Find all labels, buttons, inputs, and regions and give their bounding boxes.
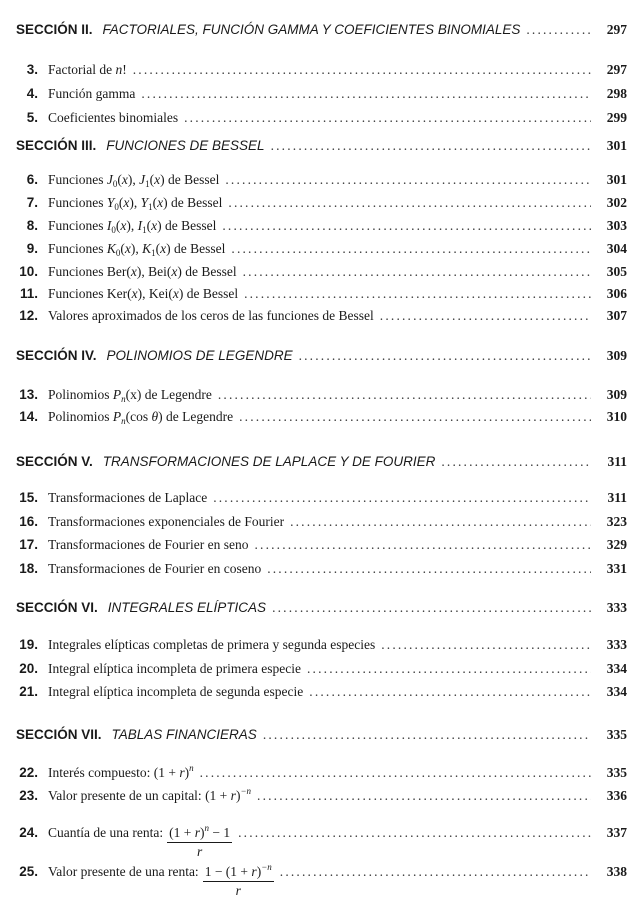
entry-title: Transformaciones exponenciales de Fourier — [48, 514, 285, 529]
page-number: 305 — [606, 264, 627, 279]
entry-number: 3. — [26, 62, 38, 77]
page-number: 311 — [607, 454, 627, 469]
entry-number: 9. — [26, 241, 38, 256]
dot-leader — [280, 864, 591, 880]
entry-number: 4. — [26, 86, 38, 101]
page-number: 336 — [606, 788, 627, 803]
entry-title: Valor presente de una renta: $\frac{1 - (1 + r)^{-n}}{r}$ — [48, 862, 272, 898]
dot-leader — [307, 661, 591, 677]
entry-title: Funciones Ber(x), Bei(x) de Bessel — [48, 264, 237, 279]
entry-number: 20. — [19, 661, 38, 676]
toc-entry-17[interactable] — [0, 537, 640, 553]
toc-entry-11[interactable] — [0, 286, 640, 302]
entry-number: 18. — [19, 561, 38, 576]
page-number: 323 — [606, 514, 627, 529]
page-number: 338 — [606, 864, 627, 880]
section-title: INTEGRALES ELÍPTICAS — [107, 600, 267, 615]
page-number: 331 — [606, 561, 627, 576]
section-label: SECCIÓN III. — [16, 138, 97, 153]
dot-leader — [231, 241, 591, 257]
page-number: 301 — [606, 172, 627, 187]
toc-entry-25[interactable] — [0, 856, 640, 898]
fraction: $\frac{1 - (1 + r)^{-n}}{r}$ — [204, 862, 272, 898]
entry-title: Cuantía de una renta: $\frac{(1 + r)^n - 1}{r}$ — [48, 823, 231, 859]
toc-entry-14[interactable] — [0, 409, 640, 425]
section-label: SECCIÓN II. — [16, 22, 93, 37]
page-number: 303 — [606, 218, 627, 233]
entry-number: 17. — [19, 537, 38, 552]
page-number: 306 — [606, 286, 627, 301]
page-number: 304 — [606, 241, 627, 256]
toc-entry-20[interactable] — [0, 661, 640, 677]
entry-number: 12. — [19, 308, 38, 323]
entry-number: 6. — [26, 172, 38, 187]
dot-leader — [290, 514, 591, 530]
dot-leader — [309, 684, 591, 700]
dot-leader — [271, 138, 591, 154]
entry-title: Integral elíptica incompleta de primera especie — [48, 661, 301, 676]
toc-entry-21[interactable] — [0, 684, 640, 700]
dot-leader — [228, 195, 591, 211]
dot-leader — [238, 825, 591, 841]
section-label: SECCIÓN IV. — [16, 348, 97, 363]
entry-number: 19. — [19, 637, 38, 652]
entry-title: Transformaciones de Fourier en coseno — [48, 561, 262, 576]
page-number: 310 — [606, 409, 627, 424]
toc-entry-9[interactable] — [0, 241, 640, 257]
dot-leader — [299, 348, 591, 364]
dot-leader — [225, 172, 591, 188]
entry-number: 13. — [19, 387, 38, 402]
toc-entry-19[interactable] — [0, 637, 640, 653]
entry-title: Funciones $J_0(x)$, $J_1(x)$ de Bessel — [48, 172, 220, 189]
page-number: 333 — [606, 637, 627, 652]
section-heading-ii[interactable] — [0, 22, 640, 38]
toc-entry-7[interactable] — [0, 195, 640, 211]
page-number: 334 — [606, 661, 627, 676]
page-number: 335 — [606, 765, 627, 780]
dot-leader — [213, 490, 591, 506]
page-number: 309 — [606, 348, 627, 363]
toc-entry-10[interactable] — [0, 264, 640, 280]
entry-title: Factorial de n! — [48, 62, 127, 77]
page-number: 309 — [606, 387, 627, 402]
entry-title: Coeficientes binomiales — [48, 110, 179, 125]
entry-title: Integral elíptica incompleta de segunda especie — [48, 684, 304, 699]
dot-leader — [239, 409, 591, 425]
entry-number: 21. — [19, 684, 38, 699]
dot-leader — [254, 537, 591, 553]
toc-entry-24[interactable] — [0, 817, 640, 859]
toc-entry-8[interactable] — [0, 218, 640, 234]
section-heading-iv[interactable] — [0, 348, 640, 364]
toc-entry-5[interactable] — [0, 110, 640, 126]
page-number: 334 — [606, 684, 627, 699]
toc-entry-18[interactable] — [0, 561, 640, 577]
entry-number: 5. — [26, 110, 38, 125]
entry-number: 7. — [26, 195, 38, 210]
section-heading-vi[interactable] — [0, 600, 640, 616]
toc-entry-13[interactable] — [0, 387, 640, 403]
dot-leader — [184, 110, 591, 126]
dot-leader — [267, 561, 591, 577]
toc-entry-16[interactable] — [0, 514, 640, 530]
section-heading-vii[interactable] — [0, 727, 640, 743]
entry-number: 14. — [19, 409, 38, 424]
section-title: POLINOMIOS DE LEGENDRE — [106, 348, 293, 363]
section-title: FUNCIONES DE BESSEL — [106, 138, 265, 153]
dot-leader — [200, 765, 591, 781]
entry-title: Funciones Ker(x), Kei(x) de Bessel — [48, 286, 239, 301]
entry-title: Funciones $K_0(x)$, $K_1(x)$ de Bessel — [48, 241, 226, 258]
page-number: 333 — [606, 600, 627, 615]
entry-number: 10. — [19, 264, 38, 279]
entry-number: 25. — [19, 864, 38, 880]
dot-leader — [263, 727, 591, 743]
toc-entry-3[interactable] — [0, 62, 640, 78]
page-number: 335 — [606, 727, 627, 742]
dot-leader — [222, 218, 591, 234]
page-number: 302 — [606, 195, 627, 210]
section-title: TRANSFORMACIONES DE LAPLACE Y DE FOURIER — [102, 454, 436, 469]
page-number: 298 — [606, 86, 627, 101]
dot-leader — [381, 637, 591, 653]
entry-title: Integrales elípticas completas de primera y segunda especies — [48, 637, 376, 652]
page-number: 307 — [606, 308, 627, 323]
entry-title: Función gamma — [48, 86, 136, 101]
entry-title: Transformaciones de Laplace — [48, 490, 208, 505]
dot-leader — [218, 387, 591, 403]
entry-title: Valor presente de un capital: $(1 + r)^{-n}$ — [48, 786, 252, 803]
page-number: 337 — [606, 825, 627, 841]
entry-title: Funciones $I_0(x)$, $I_1(x)$ de Bessel — [48, 218, 217, 235]
section-label: SECCIÓN VII. — [16, 727, 102, 742]
entry-title: Funciones $Y_0(x)$, $Y_1(x)$ de Bessel — [48, 195, 223, 212]
entry-title: Transformaciones de Fourier en seno — [48, 537, 249, 552]
dot-leader — [257, 788, 591, 804]
dot-leader — [243, 264, 591, 280]
toc-entry-23[interactable] — [0, 788, 640, 804]
entry-number: 23. — [19, 788, 38, 803]
section-heading-v[interactable] — [0, 454, 640, 470]
fraction: $\frac{(1 + r)^n - 1}{r}$ — [169, 823, 231, 859]
section-heading-iii[interactable] — [0, 138, 640, 154]
section-label: SECCIÓN V. — [16, 454, 93, 469]
page-number: 311 — [607, 490, 627, 505]
toc-entry-12[interactable] — [0, 308, 640, 324]
page-number: 297 — [606, 62, 627, 77]
entry-number: 8. — [26, 218, 38, 233]
entry-title: Interés compuesto: $(1 + r)^n$ — [48, 763, 194, 780]
dot-leader — [526, 22, 591, 38]
toc-entry-4[interactable] — [0, 86, 640, 102]
entry-number: 16. — [19, 514, 38, 529]
entry-title: Polinomios $P_n(\cos$ θ) de Legendre — [48, 409, 234, 426]
dot-leader — [441, 454, 591, 470]
page-number: 299 — [606, 110, 627, 125]
toc-entry-6[interactable] — [0, 172, 640, 188]
section-title: TABLAS FINANCIERAS — [111, 727, 257, 742]
section-title: FACTORIALES, FUNCIÓN GAMMA Y COEFICIENTES BINOMIALES — [102, 22, 521, 37]
dot-leader — [244, 286, 591, 302]
entry-number: 22. — [19, 765, 38, 780]
entry-number: 15. — [19, 490, 38, 505]
dot-leader — [380, 308, 591, 324]
section-label: SECCIÓN VI. — [16, 600, 98, 615]
entry-number: 11. — [19, 286, 38, 301]
page-number: 301 — [606, 138, 627, 153]
toc-entry-15[interactable] — [0, 490, 640, 506]
toc-entry-22[interactable] — [0, 765, 640, 781]
entry-title: Valores aproximados de los ceros de las funciones de Bessel — [48, 308, 374, 323]
entry-number: 24. — [19, 825, 38, 841]
page-number: 297 — [606, 22, 627, 37]
dot-leader — [133, 62, 591, 78]
page-number: 329 — [606, 537, 627, 552]
dot-leader — [272, 600, 591, 616]
entry-title: Polinomios $P_n(x)$ de Legendre — [48, 387, 212, 404]
dot-leader — [141, 86, 591, 102]
